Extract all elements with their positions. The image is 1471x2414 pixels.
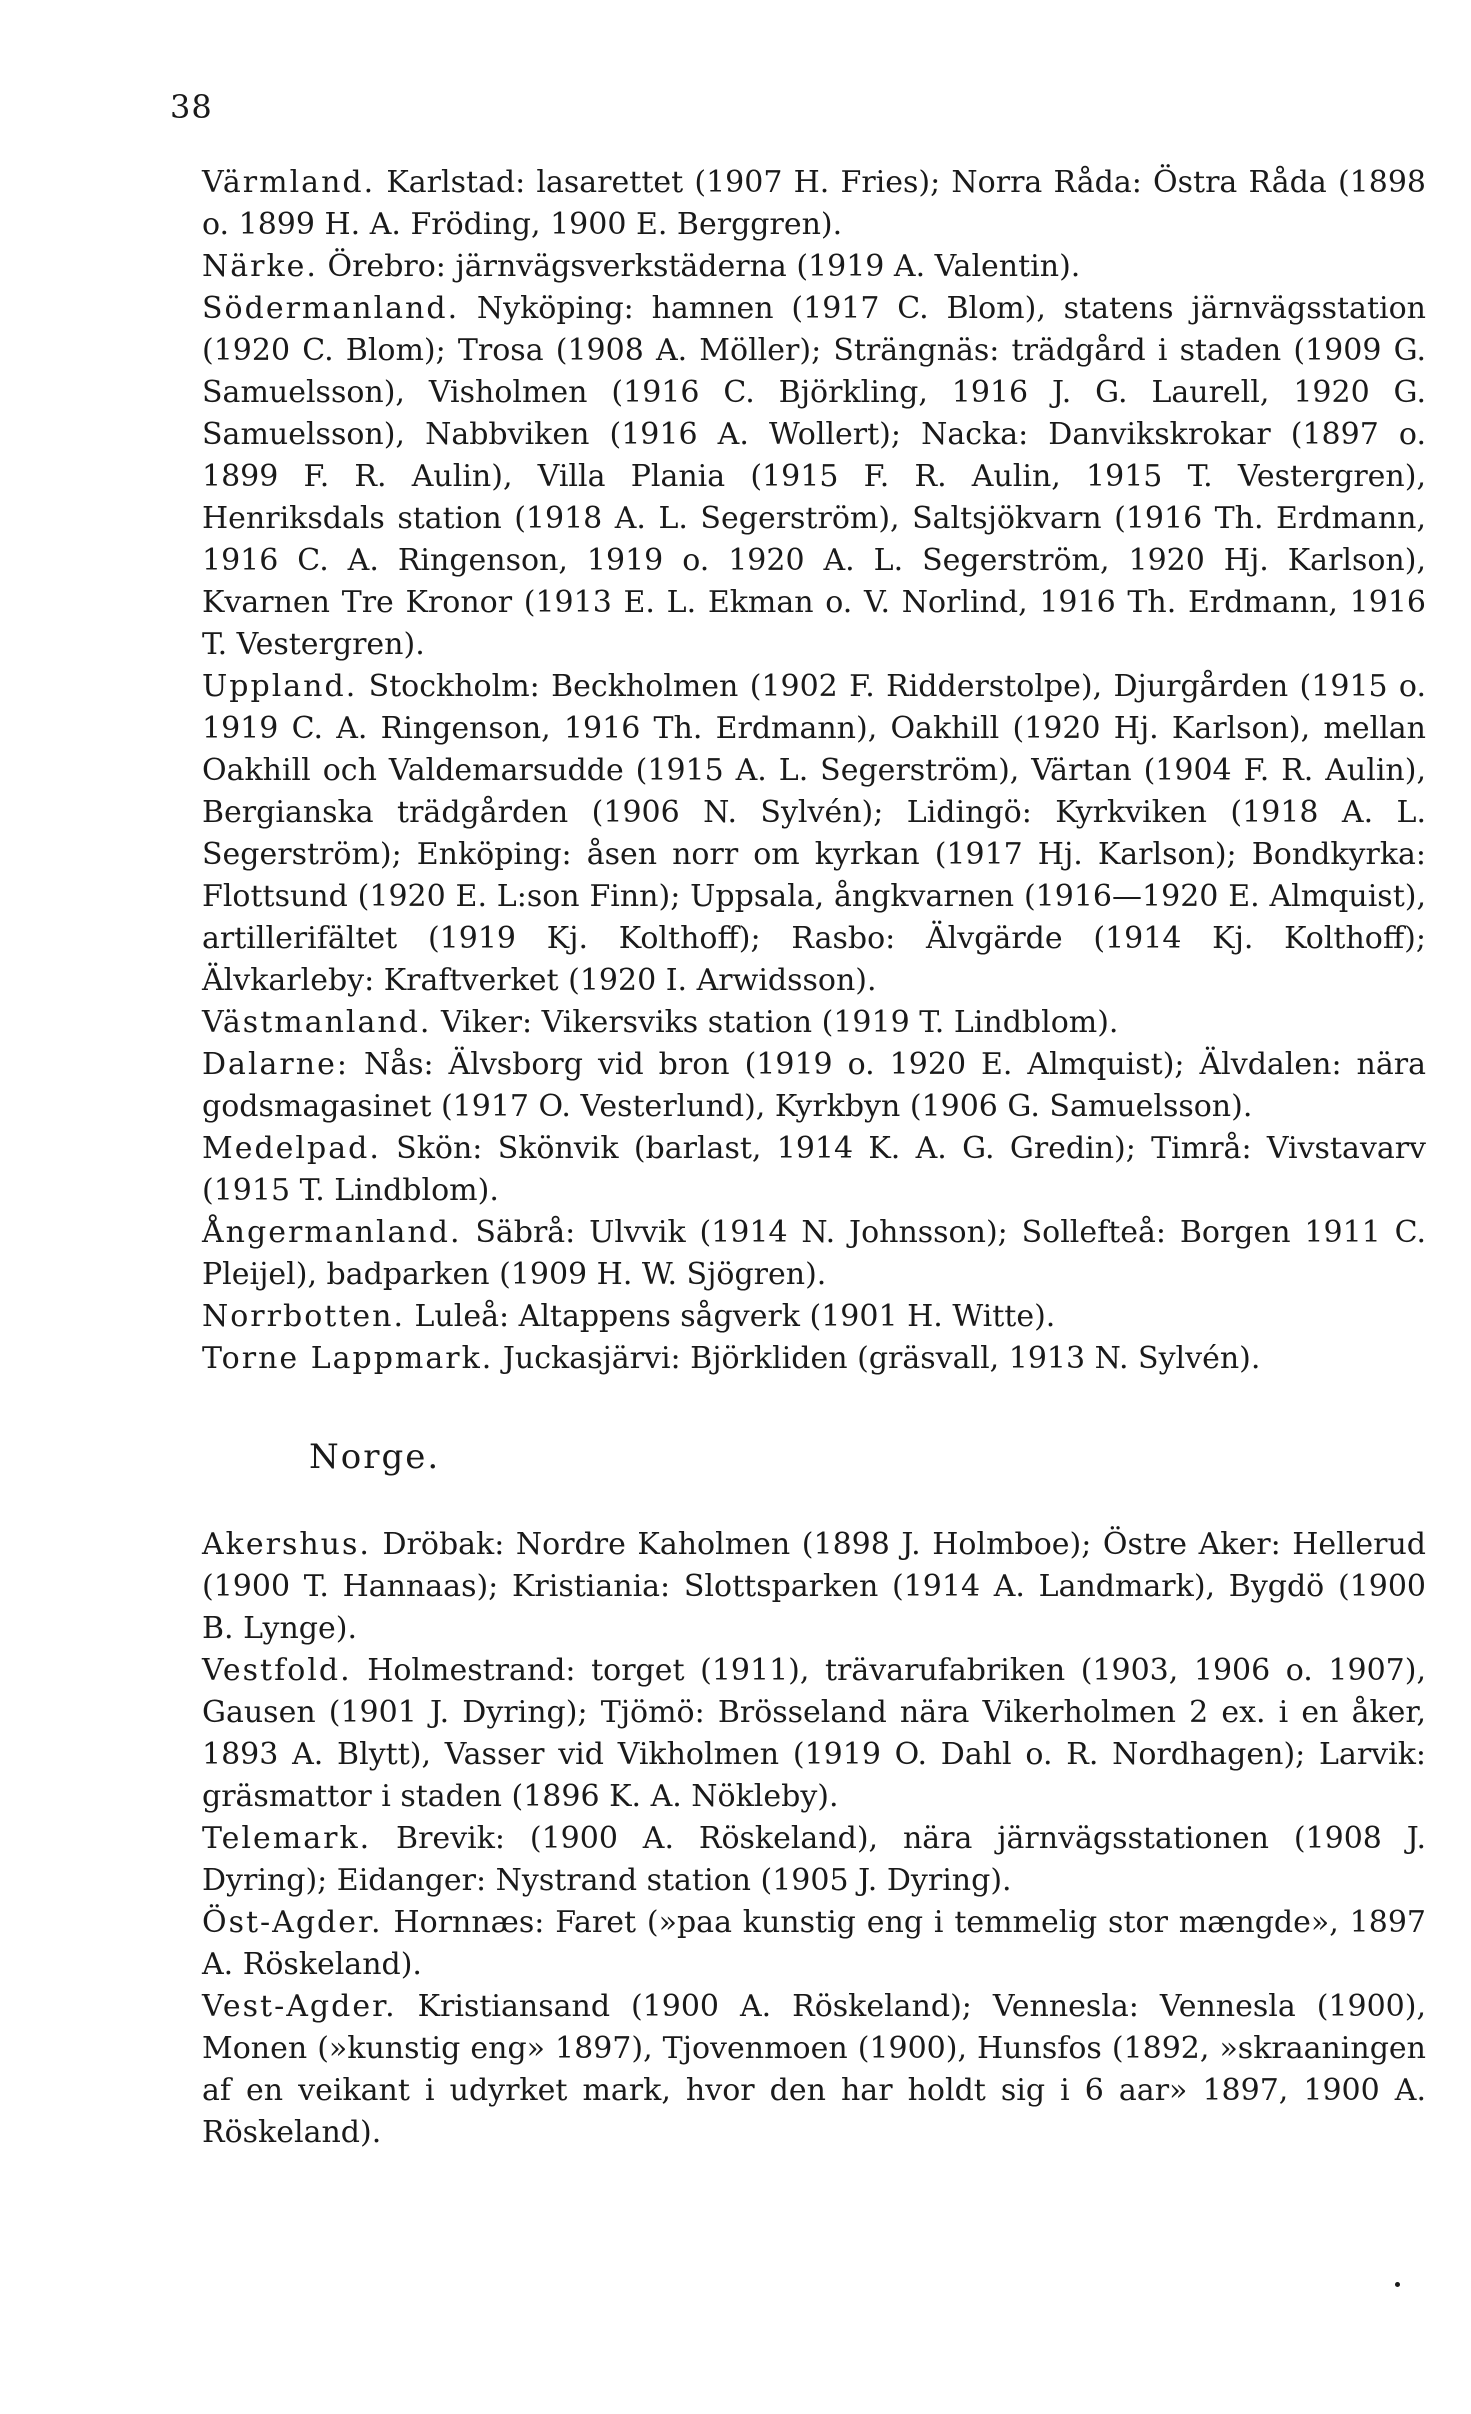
record-paragraph — [202, 162, 1426, 246]
region-name: Norrbotten. — [202, 1299, 405, 1334]
record-paragraph — [202, 1338, 1426, 1380]
region-name: Torne Lappmark. — [202, 1341, 494, 1376]
record-text: Viker: Vikersviks station (1919 T. Lindblom). — [441, 1005, 1119, 1040]
record-text: Säbrå: Ulvvik (1914 N. Johnsson); Sollefteå: Borgen 1911 C. Pleijel), badparken (1909 H. W. Sjögren). — [202, 1215, 1426, 1292]
record-text: Nås: Älvsborg vid bron (1919 o. 1920 E. Almquist); Älvdalen: nära godsmagasinet (1917 O. Vesterlund), Kyrkbyn (1906 G. Samuelsson). — [202, 1047, 1426, 1124]
region-name: Telemark. — [202, 1821, 372, 1856]
record-text: Holmestrand: torget (1911), trävarufabriken (1903, 1906 o. 1907), Gausen (1901 J. Dyring); Tjömö: Brösseland nära Vikerholmen 2 ex. i en åker, 1893 A. Blytt), Vasser vid Vikholmen (1919 O. Dahl o. R. Nordhagen); Larvik: gräsmattor i staden (1896 K. A. Nökleby). — [202, 1653, 1426, 1814]
record-paragraph — [202, 246, 1426, 288]
record-paragraph — [202, 1212, 1426, 1296]
record-text: Skön: Skönvik (barlast, 1914 K. A. G. Gredin); Timrå: Vivstavarv (1915 T. Lindblom). — [202, 1131, 1426, 1208]
region-name: Ångermanland. — [202, 1215, 462, 1250]
region-name: Västmanland. — [202, 1005, 432, 1040]
norway-records — [202, 1524, 1426, 2154]
record-text: Karlstad: lasarettet (1907 H. Fries); Norra Råda: Östra Råda (1898 o. 1899 H. A. Fröding, 1900 E. Berggren). — [202, 165, 1426, 242]
page-number: 38 — [170, 88, 213, 126]
record-paragraph — [202, 1002, 1426, 1044]
record-paragraph — [202, 1044, 1426, 1128]
record-text: Kristiansand (1900 A. Röskeland); Vennesla: Vennesla (1900), Monen (»kunstig eng» 1897), Tjovenmoen (1900), Hunsfos (1892, »skraaningen af en veikant i udyrket mark, hvor den har holdt sig i 6 aar» 1897, 1900 A. Röskeland). — [202, 1989, 1426, 2150]
record-text: Hornnæs: Faret (»paa kunstig eng i temmelig stor mængde», 1897 A. Röskeland). — [202, 1905, 1426, 1982]
region-name: Värmland. — [202, 165, 376, 200]
region-name: Dalarne: — [202, 1047, 349, 1082]
record-paragraph — [202, 1818, 1426, 1902]
record-paragraph — [202, 1650, 1426, 1818]
record-text: Nyköping: hamnen (1917 C. Blom), statens järnvägsstation (1920 C. Blom); Trosa (1908 A. Möller); Strängnäs: trädgård i staden (1909 G. Samuelsson), Visholmen (1916 C. Björkling, 1916 J. G. Laurell, 1920 G. Samuelsson), Nabbviken (1916 A. Wollert); Nacka: Danvikskrokar (1897 o. 1899 F. R. Aulin), Villa Plania (1915 F. R. Aulin, 1915 T. Vestergren), Henriksdals station (1918 A. L. Segerström), Saltsjökvarn (1916 Th. Erdmann, 1916 C. A. Ringenson, 1919 o. 1920 A. L. Segerström, 1920 Hj. Karlson), Kvarnen Tre Kronor (1913 E. L. Ekman o. V. Norlind, 1916 Th. Erdmann, 1916 T. Vestergren). — [202, 291, 1426, 662]
record-text: Juckasjärvi: Björkliden (gräsvall, 1913 N. Sylvén). — [502, 1341, 1261, 1376]
record-paragraph — [202, 288, 1426, 666]
region-name: Närke. — [202, 249, 318, 284]
region-name: Vest-Agder. — [202, 1989, 397, 2024]
region-name: Vestfold. — [202, 1653, 352, 1688]
sweden-records — [202, 162, 1426, 1380]
section-heading-norway: Norge. — [309, 1437, 441, 1477]
region-name: Öst-Agder. — [202, 1905, 383, 1940]
region-name: Södermanland. — [202, 291, 460, 326]
record-text: Örebro: järnvägsverkstäderna (1919 A. Valentin). — [327, 249, 1081, 284]
region-name: Uppland. — [202, 669, 358, 704]
record-paragraph — [202, 1524, 1426, 1650]
region-name: Akershus. — [202, 1527, 371, 1562]
record-paragraph — [202, 1296, 1426, 1338]
print-speck — [1395, 2282, 1400, 2287]
record-text: Dröbak: Nordre Kaholmen (1898 J. Holmboe); Östre Aker: Hellerud (1900 T. Hannaas); Kristiania: Slottsparken (1914 A. Landmark), Bygdö (1900 B. Lynge). — [202, 1527, 1426, 1646]
record-paragraph — [202, 1128, 1426, 1212]
region-name: Medelpad. — [202, 1131, 381, 1166]
record-paragraph — [202, 1902, 1426, 1986]
record-text: Stockholm: Beckholmen (1902 F. Ridderstolpe), Djurgården (1915 o. 1919 C. A. Ringenson, 1916 Th. Erdmann), Oakhill (1920 Hj. Karlson), mellan Oakhill och Valdemarsudde (1915 A. L. Segerström), Värtan (1904 F. R. Aulin), Bergianska trädgården (1906 N. Sylvén); Lidingö: Kyrkviken (1918 A. L. Segerström); Enköping: åsen norr om kyrkan (1917 Hj. Karlson); Bondkyrka: Flottsund (1920 E. L:son Finn); Uppsala, ångkvarnen (1916—1920 E. Almquist), artillerifältet (1919 Kj. Kolthoff); Rasbo: Älvgärde (1914 Kj. Kolthoff); Älvkarleby: Kraftverket (1920 I. Arwidsson). — [202, 669, 1426, 998]
record-paragraph — [202, 666, 1426, 1002]
page-body — [202, 162, 1426, 2154]
record-paragraph — [202, 1986, 1426, 2154]
record-text: Brevik: (1900 A. Röskeland), nära järnvägsstationen (1908 J. Dyring); Eidanger: Nystrand station (1905 J. Dyring). — [202, 1821, 1426, 1898]
record-text: Luleå: Altappens sågverk (1901 H. Witte). — [414, 1299, 1056, 1334]
